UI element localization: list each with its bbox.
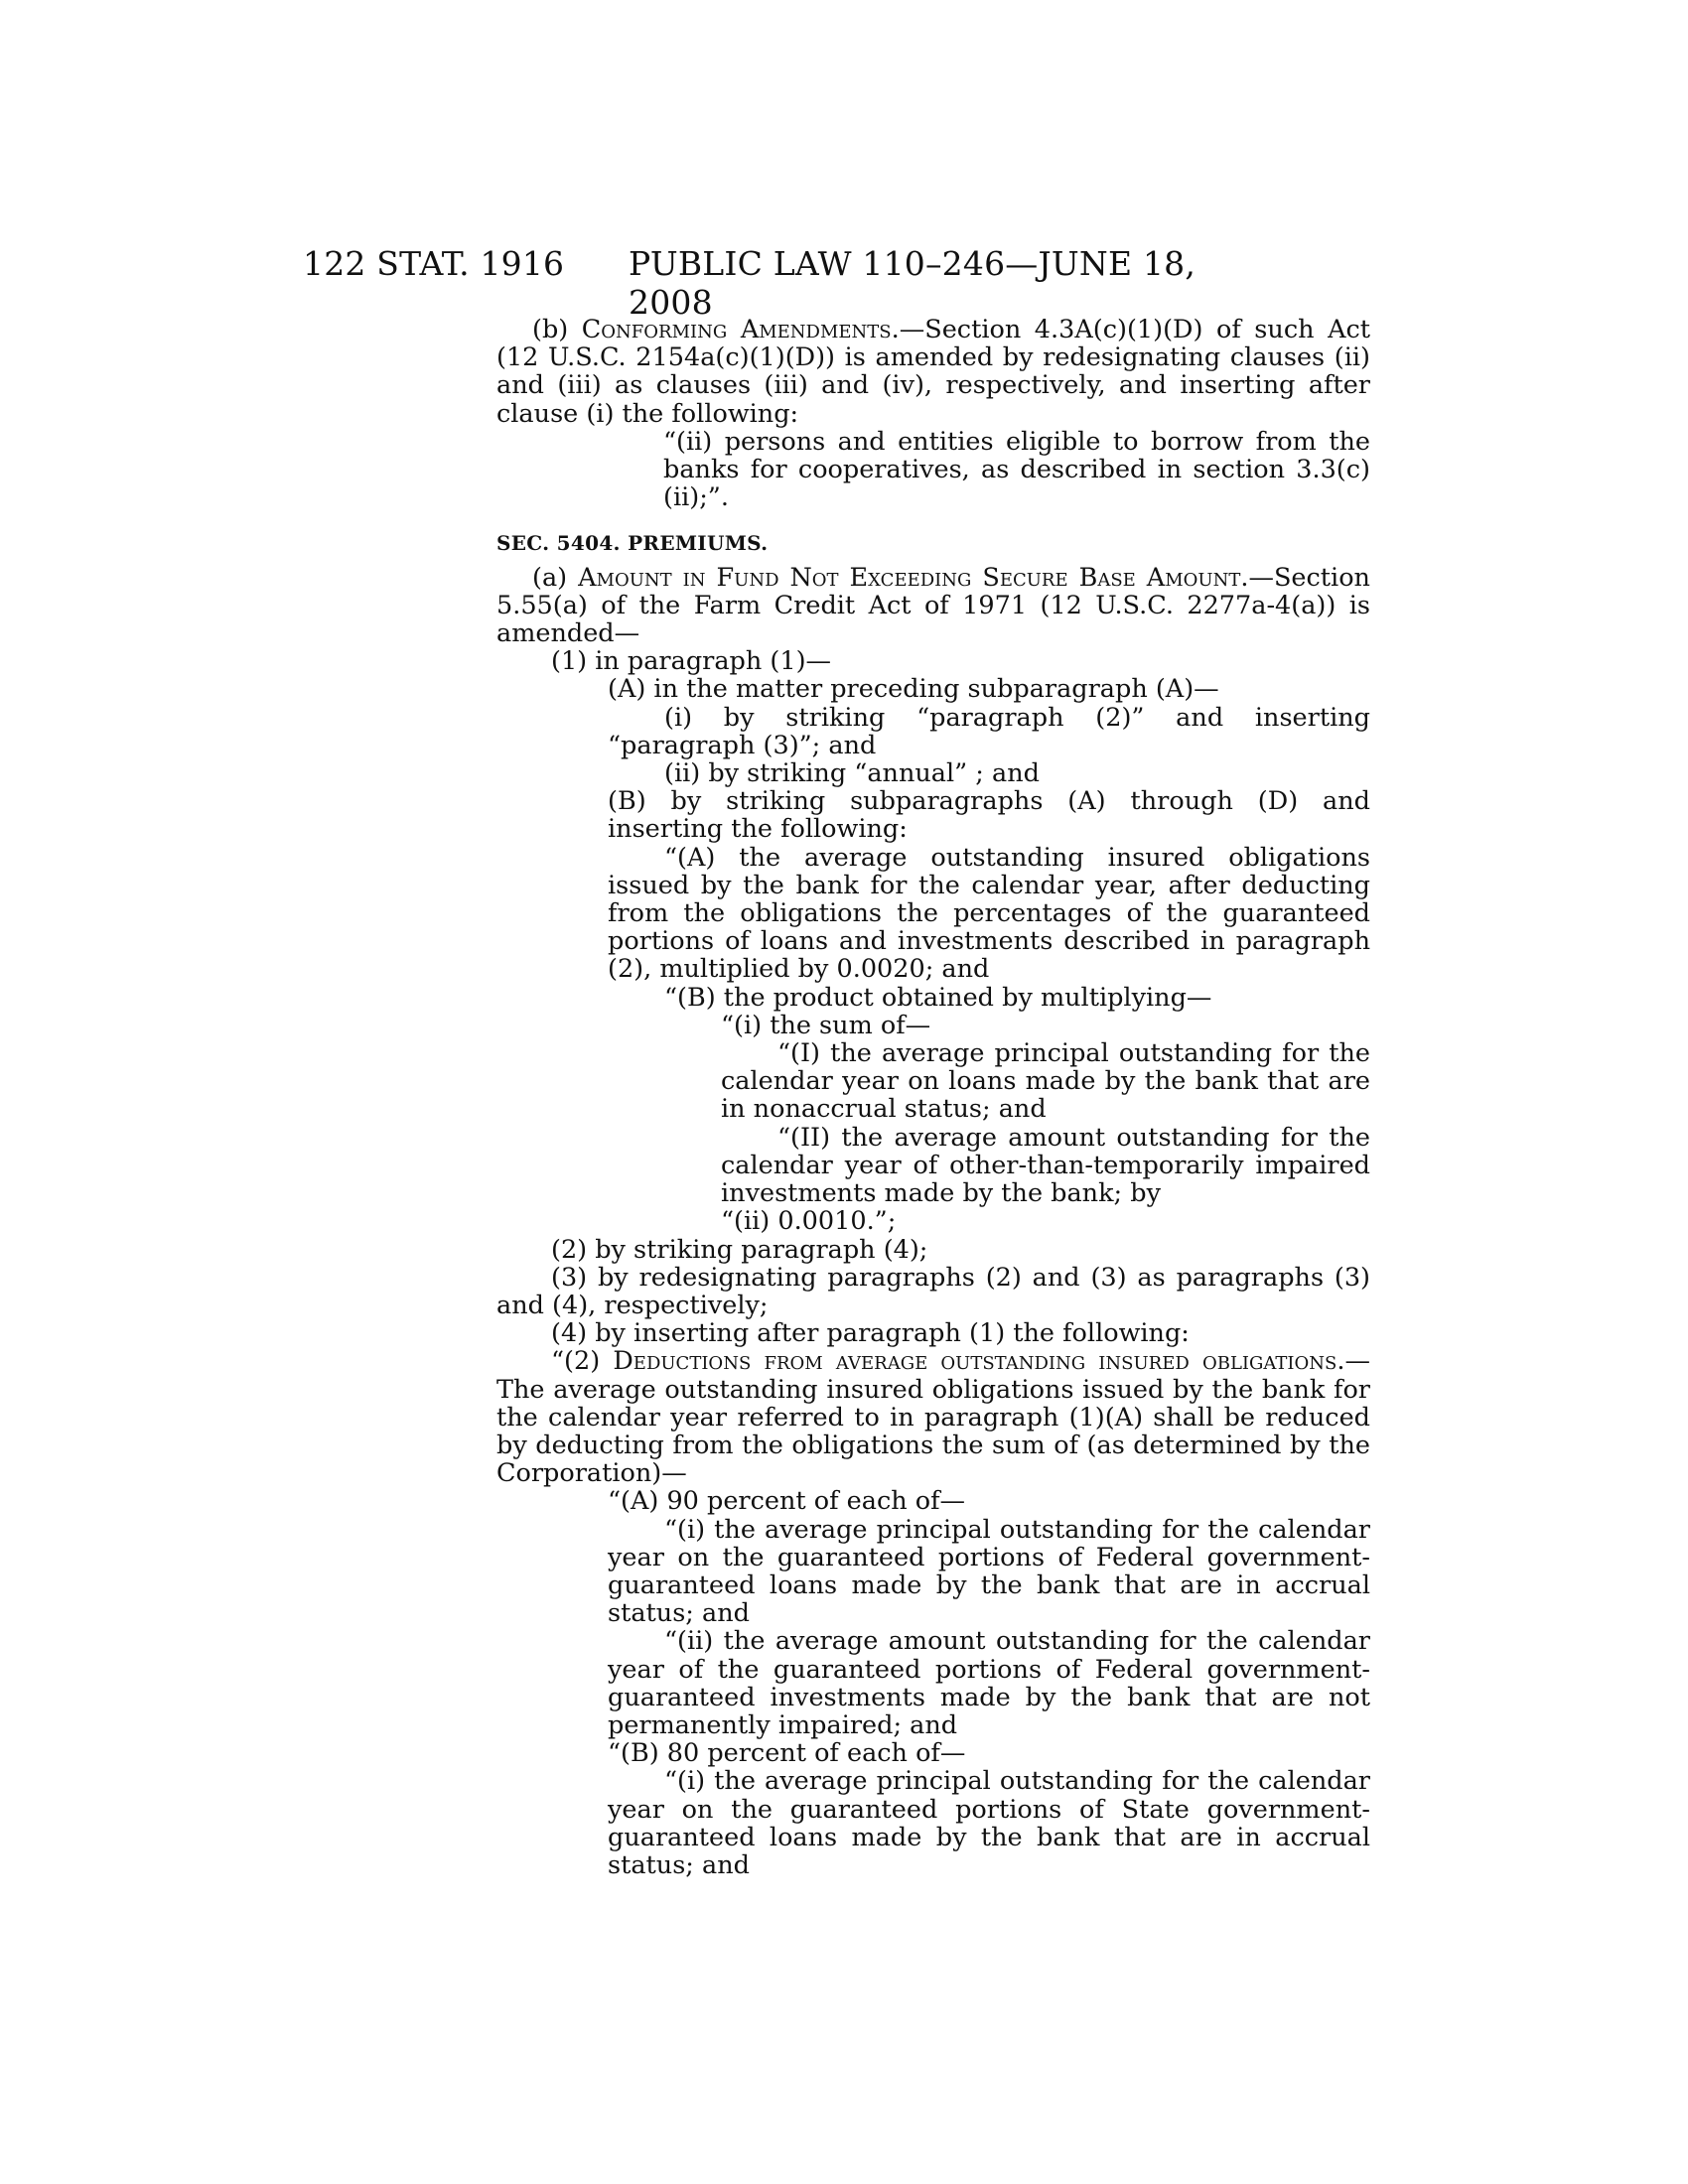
subsection-a-paragraph [496, 564, 1370, 648]
deductions-paragraph [496, 1347, 1370, 1487]
list-item: (ii) by striking “annual” ; and [664, 758, 1040, 789]
section-heading: SEC. 5404. PREMIUMS. [496, 531, 769, 556]
conforming-lead: (b) [532, 315, 582, 344]
statute-citation: 122 STAT. 1916 [303, 244, 565, 283]
document-body [496, 316, 1370, 1879]
page-header [303, 244, 1221, 322]
deductions-text: .—The average outstanding insured obligations issued by the bank for the calendar year referred to in paragraph (1)(A) shall be reduced by deducting from the obligations the sum of (as determined by the Corporation)— [496, 1346, 1370, 1489]
subsection-a-text: .—Section 5.55(a) of the Farm Credit Act of 1971 (12 U.S.C. 2277a-4(a)) is amended— [496, 562, 1370, 649]
conforming-quote: “(ii) persons and entities eligible to borrow from the banks for cooperatives, as described in section 3.3(c)(ii);”. [663, 426, 1370, 513]
subsection-a-lead: (a) [532, 562, 579, 593]
list-item: “(ii) 0.0010.”; [721, 1206, 897, 1237]
conforming-heading: Conforming Amendments [581, 315, 892, 344]
list-item: “(I) the average principal outstanding for the calendar year on loans made by the bank that are in nonaccrual status; and [721, 1038, 1370, 1125]
list-item: (1) in paragraph (1)— [551, 646, 832, 677]
list-item: “(i) the average principal outstanding for the calendar year on the guaranteed portions of Federal government-guaranteed loans made by the bank that are in accrual status; and [608, 1514, 1370, 1629]
list-item: (3) by redesignating paragraphs (2) and (3) as paragraphs (3) and (4), respectively; [496, 1262, 1370, 1320]
list-item: (A) in the matter preceding subparagraph (A)— [608, 674, 1219, 705]
list-item: “(B) 80 percent of each of— [608, 1738, 966, 1769]
list-item: (4) by inserting after paragraph (1) the following: [551, 1318, 1190, 1349]
list-item: (i) by striking “paragraph (2)” and inserting “paragraph (3)”; and [608, 702, 1370, 760]
list-item: “(i) the average principal outstanding for the calendar year on the guaranteed portions of State government-guaranteed loans made by the bank that are in accrual status; and [608, 1766, 1370, 1880]
conforming-amendments-paragraph [496, 316, 1370, 428]
list-item: (B) by striking subparagraphs (A) through (D) and inserting the following: [608, 786, 1370, 845]
deductions-lead: “(2) [551, 1346, 614, 1377]
conforming-text: .—Section 4.3A(c)(1)(D) of such Act (12 U.S.C. 2154a(c)(1)(D)) is amended by redesignating clauses (ii) and (iii) as clauses (iii) and (iv), respectively, and inserting after clause (i) the following: [496, 315, 1371, 429]
list-item: “(ii) the average amount outstanding for the calendar year of the guaranteed portions of Federal government-guaranteed investments made by the bank that are not permanently impaired; and [608, 1626, 1370, 1740]
list-item: “(A) 90 percent of each of— [608, 1486, 966, 1517]
list-item: “(i) the sum of— [721, 1010, 931, 1040]
list-item: “(II) the average amount outstanding for the calendar year of other-than-temporarily impaired investments made by the bank; by [721, 1122, 1370, 1209]
list-item: (2) by striking paragraph (4); [551, 1234, 928, 1265]
list-item: “(A) the average outstanding insured obligations issued by the bank for the calendar year, after deducting from the obligations the percentages of the guaranteed portions of loans and investments described in paragraph (2), multiplied by 0.0020; and [608, 842, 1370, 985]
subsection-a-heading: Amount in Fund Not Exceeding Secure Base Amount [578, 562, 1241, 593]
list-item: “(B) the product obtained by multiplying— [664, 982, 1212, 1013]
deductions-heading: Deductions from average outstanding insured obligations [613, 1346, 1337, 1377]
public-law-title: PUBLIC LAW 110–246—JUNE 18, 2008 [629, 244, 1196, 322]
